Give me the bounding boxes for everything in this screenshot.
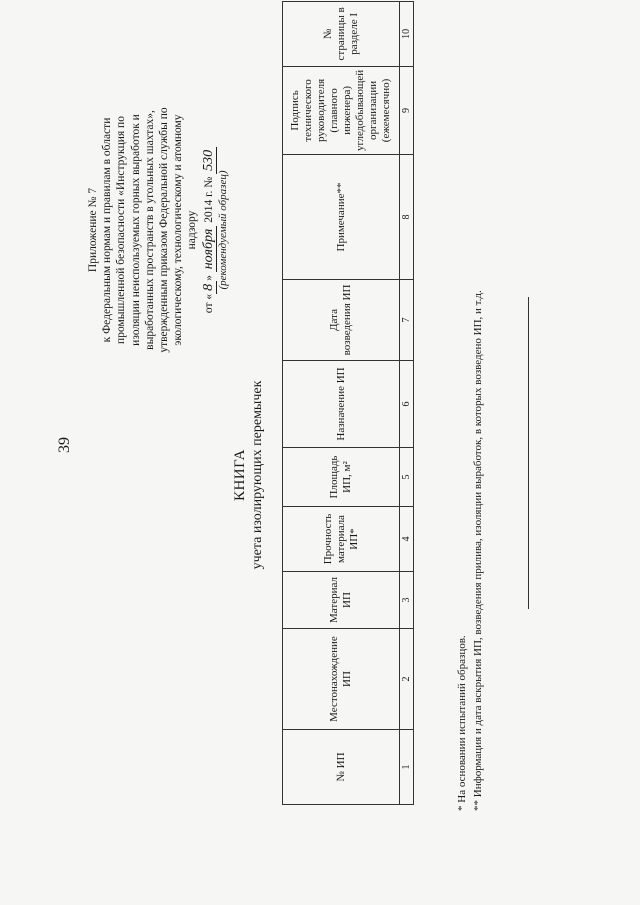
date-month: ноября (201, 226, 217, 273)
col-header-notes: Примечание** (283, 155, 400, 280)
date-prefix: от « (202, 293, 215, 314)
column-number: 8 (400, 155, 414, 280)
footnote-strength: * На основании испытаний образцов. (456, 635, 468, 811)
date-year: 2014 г. № (202, 173, 215, 226)
col-header-strength: Прочность материала ИП* (283, 507, 400, 572)
appendix-line: экологическому, технологическому и атомному (172, 114, 185, 346)
document-title: КНИГА (232, 448, 248, 502)
appendix-line: выработанных пространств в угольных шахтах», (143, 110, 156, 350)
column-number-row (400, 1, 414, 804)
order-date-line (202, 65, 216, 395)
appendix-header (86, 65, 230, 395)
column-number: 2 (400, 629, 414, 730)
column-number: 9 (400, 66, 414, 154)
column-number: 10 (400, 1, 414, 66)
header-row (283, 1, 400, 804)
appendix-line: надзору (186, 210, 199, 250)
page-number: 39 (56, 437, 73, 453)
appendix-line: утвержденным приказом Федеральной службы по (158, 107, 171, 353)
col-header-area: Площадь ИП, м² (283, 448, 400, 507)
column-number: 1 (400, 730, 414, 805)
footnote-notes: ** Информация и дата вскрытия ИП, возведения прилива, изоляции выработок, в которых возведено ИП, и т.д. (472, 290, 484, 811)
column-number: 5 (400, 448, 414, 507)
order-number: 530 (201, 147, 217, 174)
col-header-signature: Подпись технического руководителя (главного инженера) угледобывающей организации (ежемесячно) (283, 66, 400, 154)
document-subtitle: учета изолирующих перемычек (250, 380, 265, 570)
sample-note: (рекомендуемый образец) (216, 170, 229, 290)
ledger-table (282, 1, 414, 805)
appendix-line: промышленной безопасности «Инструкция по (115, 116, 128, 344)
column-number: 3 (400, 572, 414, 629)
appendix-line: Приложение № 7 (87, 187, 99, 273)
appendix-line: к Федеральным нормам и правилам в области (101, 117, 114, 343)
col-header-page: № страницы в разделе I (283, 1, 400, 66)
col-header-number: № ИП (283, 730, 400, 805)
footnotes (454, 111, 486, 811)
column-number: 7 (400, 280, 414, 361)
col-header-date: Дата возведения ИП (283, 280, 400, 361)
column-number: 6 (400, 361, 414, 448)
col-header-location: Местонахождение ИП (283, 629, 400, 730)
col-header-purpose: Назначение ИП (283, 361, 400, 448)
date-mid: » (202, 272, 215, 281)
separator-line (528, 297, 529, 609)
column-number: 4 (400, 507, 414, 572)
col-header-material: Материал ИП (283, 572, 400, 629)
appendix-line: изоляции неиспользуемых горных выработок и (129, 114, 142, 346)
date-day: 8 (201, 281, 217, 294)
